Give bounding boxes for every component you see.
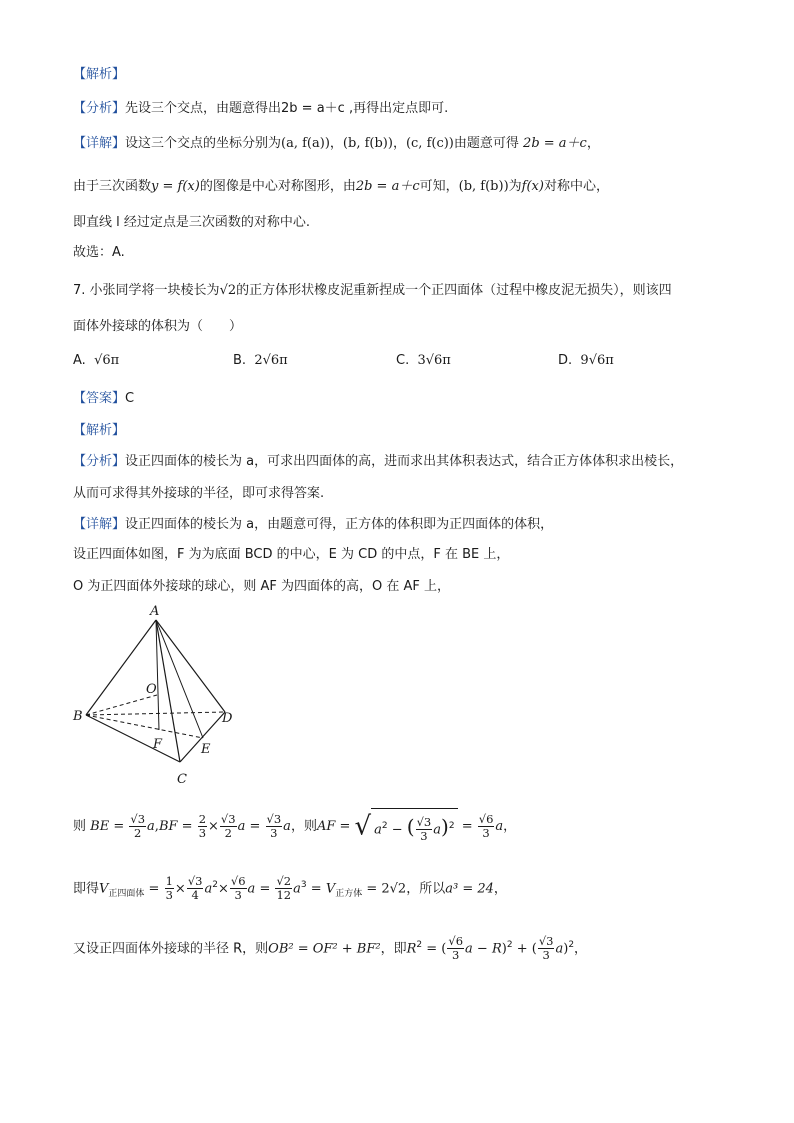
label-e: E (201, 742, 211, 757)
eq2-end: a³ = 24 (445, 881, 494, 897)
eq2-sub-cube: 正方体 (335, 888, 363, 899)
label-o: O (146, 682, 157, 697)
point-b-repeat: (b, f(b)) (458, 179, 509, 194)
eq1-suffix: ，则 (290, 819, 317, 835)
frac-sqrt3-2b: $\frac{√3}{2}$ (220, 812, 236, 841)
q7-xiangjie-tag: 【详解】 (73, 517, 126, 532)
eq3-text: 又设正四面体外接球的半径 R，则 (73, 941, 269, 957)
edge-ab (86, 620, 156, 715)
line2-text-3: 可知， (419, 179, 459, 194)
eq3-mid: ，即 (380, 941, 407, 957)
frac-sqrt3-2: $\frac{√3}{2}$ (130, 812, 146, 841)
option-b (233, 352, 288, 370)
answer-value: C (125, 391, 135, 406)
equation-line-1: 则 BE = $\frac{√3}{2}$ a,BF = $\frac{2}{3}$ × $\frac{√3}{2}$ a = $\frac{√3}{3}$ a，则AF = √ $a^2$ − ( $\frac{√3}{3}$ a)$^2$ = $\frac{√6}{3}$ a， (73, 808, 516, 845)
eq2-mid: ，所以 (406, 881, 446, 897)
point-c: (c, f(c)) (405, 136, 454, 151)
analysis-heading: 【解析】 (73, 67, 126, 82)
xiangjie-line-3: 即直线 l 经过定点是三次函数的对称中心. (73, 215, 311, 230)
option-a (73, 352, 119, 370)
q7-edge: √2 (219, 283, 237, 298)
option-d-value: 9√6π (580, 353, 614, 368)
eq3-ob: OB² = OF² + BF² (268, 941, 381, 957)
eq-2b-repeat: 2b = a＋c (355, 179, 420, 194)
segment-bo-hidden (86, 695, 157, 715)
frac-2-3: $\frac{2}{3}$ (198, 812, 207, 841)
xiangjie-line-1: 【详解】设这三个交点的坐标分别为(a, f(a))，(b, f(b))，(c, f(c))由题意可得 2b = a＋c， (73, 136, 600, 151)
xiangjie-text-2: 由题意可得 (453, 136, 519, 151)
label-d: D (222, 711, 233, 726)
frac-sqrt3-3: $\frac{√3}{3}$ (266, 812, 282, 841)
func-fx: f(x) (521, 179, 544, 194)
q7-stem-line-2: 面体外接球的体积为（ ） (73, 319, 243, 334)
xiangjie-text: 设这三个交点的坐标分别为 (125, 136, 282, 151)
q7-answer-line (73, 390, 134, 408)
line2-text-4: 为 (508, 179, 522, 194)
option-a-label: A. (73, 353, 86, 368)
tetrahedron-figure (70, 600, 245, 790)
option-c-label: C. (396, 353, 410, 368)
q7-stem-1: 小张同学将一块棱长为 (89, 283, 220, 298)
line2-text: 由于三次函数 (73, 179, 152, 194)
option-d (558, 352, 614, 370)
eq2-prefix: 即得 (73, 881, 100, 897)
answer-tag: 【答案】 (73, 391, 126, 406)
frac-sqrt6-3: $\frac{√6}{3}$ (478, 812, 494, 841)
eq-2b: 2b = a＋c (523, 136, 587, 151)
af-root: √ $a^2$ − ( $\frac{√3}{3}$ a)$^2$ (355, 808, 458, 845)
q7-o-desc: O 为正四面体外接球的球心，则 AF 为四面体的高，O 在 AF 上， (73, 579, 451, 594)
point-a: (a, f(a)) (281, 136, 330, 151)
q7-number: 7. (73, 283, 86, 298)
label-a: A (150, 604, 160, 619)
eq1-be: BE (90, 819, 110, 835)
edge-ad (156, 620, 225, 712)
edge-bc (86, 715, 180, 762)
q7-analysis-heading: 【解析】 (73, 423, 126, 438)
option-d-label: D. (558, 353, 573, 368)
q7-fenxi-text-1: 设正四面体的棱长为 a，可求出四面体的高，进而求出其体积表达式，结合正方体体积求出棱长， (125, 454, 684, 469)
xiangjie-tag: 【详解】 (73, 136, 126, 151)
func-y: y = f(x) (151, 179, 200, 194)
segment-ae (156, 620, 203, 738)
analysis-fenxi-line (73, 100, 448, 118)
option-a-value: √6π (94, 353, 120, 368)
label-f: F (153, 737, 163, 752)
q7-fenxi-line-1 (73, 453, 683, 471)
label-b: B (73, 709, 83, 724)
segment-be-hidden (86, 715, 203, 738)
q7-fenxi-line-2: 从而可求得其外接球的半径，即可求得答案. (73, 486, 325, 501)
q7-xiangjie-text: 设正四面体的棱长为 a，由题意可得，正方体的体积即为正四面体的体积， (125, 517, 554, 532)
option-c (396, 352, 451, 370)
point-b: (b, f(b)) (342, 136, 393, 151)
equation-line-3: 又设正四面体外接球的半径 R，则OB² = OF² + BF²，即$R^2$ = ( $\frac{√6}{3}$ a − R)$^2$ + ( $\frac{√3}{3}$ a)$^2$， (73, 934, 588, 963)
option-b-value: 2√6π (254, 353, 288, 368)
line2-text-2: 的图像是中心对称图形，由 (199, 179, 356, 194)
line2-text-5: 对称中心， (543, 179, 609, 194)
q7-stem-2: 的正方体形状橡皮泥重新捏成一个正四面体（过程中橡皮泥无损失），则该四 (236, 283, 672, 298)
fenxi-text: 先设三个交点，由题意得出2b = a＋c ,再得出定点即可. (125, 101, 449, 116)
eq2-sub-tetra: 正四面体 (108, 888, 145, 899)
q7-fenxi-tag: 【分析】 (73, 454, 126, 469)
q7-figure-desc: 设正四面体如图，F 为为底面 BCD 的中心，E 为 CD 的中点，F 在 BE 上， (73, 547, 510, 562)
label-c: C (177, 772, 187, 787)
edge-bd-hidden (86, 712, 225, 715)
q7-stem-line-1 (73, 282, 672, 300)
option-b-label: B. (233, 353, 247, 368)
equation-line-2: 即得$V_{正四面体}$ = $\frac{1}{3}$ × $\frac{√3}{4}$ $a^2\times$ $\frac{√6}{3}$ a = $\frac{√2}{12}$ $a^3 = V_{正方体} = 2√2$，所以a³ = 24， (73, 874, 507, 903)
q7-xiangjie-line (73, 516, 553, 534)
answer-line: 故选：A. (73, 245, 125, 260)
eq1-prefix: 则 (73, 819, 87, 835)
xiangjie-line-2 (73, 178, 609, 196)
option-c-value: 3√6π (417, 353, 451, 368)
fenxi-tag: 【分析】 (73, 101, 126, 116)
